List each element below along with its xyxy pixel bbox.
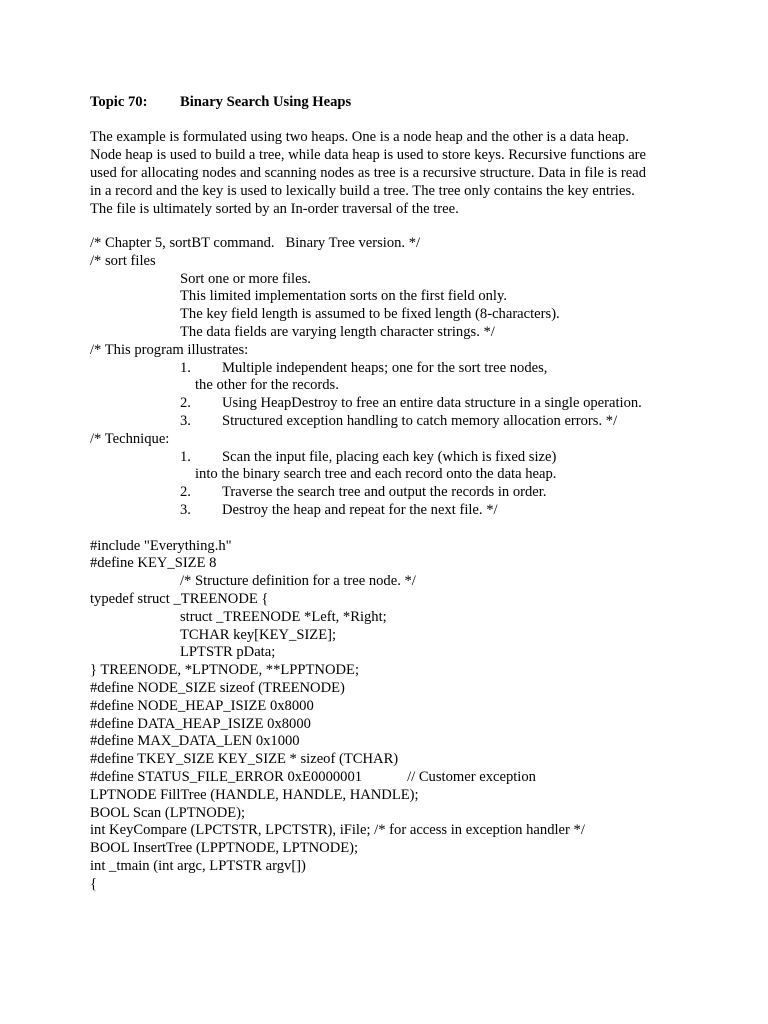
- code-line: [90, 395, 680, 413]
- code-line: #define NODE_HEAP_ISIZE 0x8000: [90, 697, 314, 714]
- code-line: #define MAX_DATA_LEN 0x1000: [90, 733, 300, 750]
- list-number: 3.: [180, 412, 191, 429]
- list-number: 1.: [180, 448, 191, 465]
- intro-line: The example is formulated using two heaps. One is a node heap and the other is a data heap.: [90, 129, 629, 145]
- list-text: Traverse the search tree and output the records in order.: [222, 484, 547, 501]
- list-text: Structured exception handling to catch memory allocation errors. */: [222, 412, 618, 429]
- intro-line: The file is ultimately sorted by an In-order traversal of the tree.: [90, 201, 459, 217]
- code-line: into the binary search tree and each record onto the data heap.: [195, 466, 557, 483]
- code-line: /* Technique:: [90, 430, 170, 447]
- code-line: TCHAR key[KEY_SIZE];: [180, 626, 337, 643]
- code-line: #define DATA_HEAP_ISIZE 0x8000: [90, 715, 311, 732]
- code-line: } TREENODE, *LPTNODE, **LPPTNODE;: [90, 662, 360, 679]
- code-line: [90, 502, 680, 520]
- topic-heading: Binary Search Using Heaps: [180, 94, 352, 110]
- code-line: #define NODE_SIZE sizeof (TREENODE): [90, 679, 345, 696]
- code-listing: [90, 235, 680, 893]
- code-line: BOOL Scan (LPTNODE);: [90, 804, 246, 821]
- code-line: [90, 413, 680, 431]
- code-line: int KeyCompare (LPCTSTR, LPCTSTR), iFile; /* for access in exception handler */: [90, 822, 585, 839]
- list-text: Multiple independent heaps; one for the sort tree nodes,: [222, 359, 548, 376]
- topic-number: Topic 70:: [90, 94, 148, 110]
- list-number: 2.: [180, 395, 191, 412]
- document-page: [90, 92, 680, 893]
- code-line: #define TKEY_SIZE KEY_SIZE * sizeof (TCHAR): [90, 751, 399, 768]
- code-line: LPTSTR pData;: [180, 644, 276, 661]
- code-line: [90, 449, 680, 467]
- topic-title: [90, 92, 680, 112]
- list-number: 3.: [180, 501, 191, 518]
- list-text: Scan the input file, placing each key (which is fixed size): [222, 448, 557, 465]
- code-line: int _tmain (int argc, LPTSTR argv[]): [90, 857, 306, 874]
- list-number: 1.: [180, 359, 191, 376]
- code-line: struct _TREENODE *Left, *Right;: [180, 608, 387, 625]
- code-line: The key field length is assumed to be fixed length (8-characters).: [180, 306, 560, 323]
- list-number: 2.: [180, 484, 191, 501]
- code-line: /* sort files: [90, 252, 156, 269]
- code-line: Sort one or more files.: [180, 270, 311, 287]
- code-line: the other for the records.: [195, 377, 339, 394]
- code-line: BOOL InsertTree (LPPTNODE, LPTNODE);: [90, 840, 359, 857]
- intro-line: in a record and the key is used to lexically build a tree. The tree only contains the key entries.: [90, 183, 635, 199]
- code-line: This limited implementation sorts on the first field only.: [180, 288, 507, 305]
- code-line: {: [90, 875, 98, 892]
- code-comment: // Customer exception: [407, 768, 536, 785]
- code-line: #include "Everything.h": [90, 537, 232, 554]
- define-status-file-error: #define STATUS_FILE_ERROR 0xE0000001: [90, 768, 363, 785]
- code-line: [90, 769, 680, 787]
- code-line: #define KEY_SIZE 8: [90, 555, 217, 572]
- intro-line: used for allocating nodes and scanning nodes as tree is a recursive structure. Data in file is read: [90, 165, 646, 181]
- list-text: Using HeapDestroy to free an entire data structure in a single operation.: [222, 395, 642, 412]
- code-line: The data fields are varying length character strings. */: [180, 323, 495, 340]
- list-text: Destroy the heap and repeat for the next file. */: [222, 501, 498, 518]
- code-line: /* This program illustrates:: [90, 341, 249, 358]
- code-line: /* Structure definition for a tree node. */: [180, 573, 416, 590]
- code-line: /* Chapter 5, sortBT command. Binary Tree version. */: [90, 235, 421, 251]
- code-line: LPTNODE FillTree (HANDLE, HANDLE, HANDLE);: [90, 786, 419, 803]
- blank-line: [90, 520, 680, 538]
- code-line: [90, 360, 680, 378]
- code-line: typedef struct _TREENODE {: [90, 590, 269, 607]
- intro-paragraph: [90, 128, 680, 218]
- code-line: [90, 484, 680, 502]
- intro-line: Node heap is used to build a tree, while data heap is used to store keys. Recursive functions are: [90, 147, 647, 163]
